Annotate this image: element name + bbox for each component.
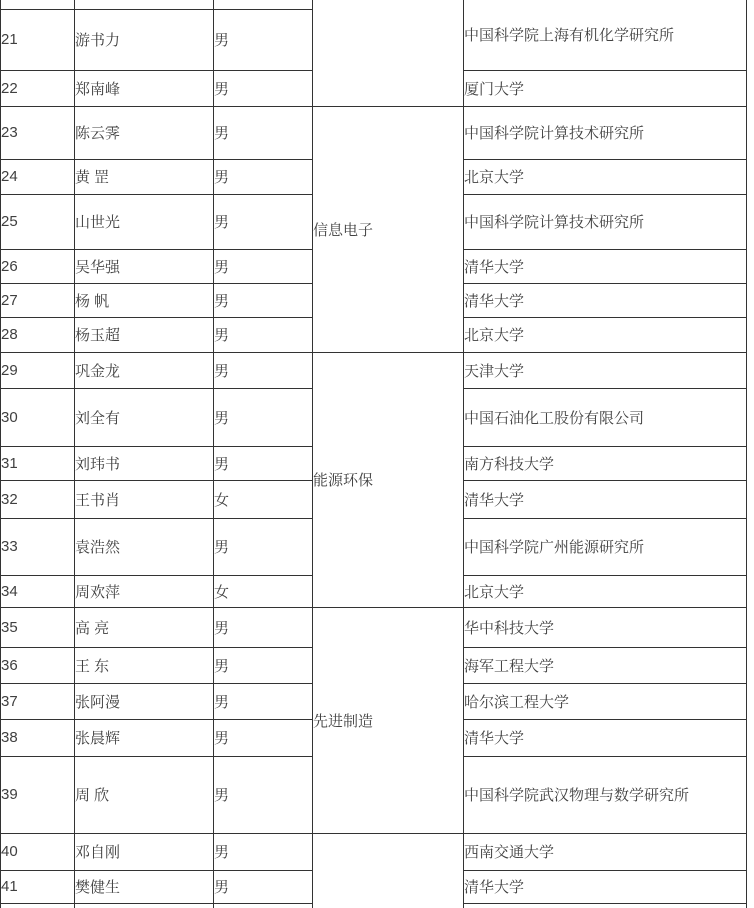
- institution-cell: 南方科技大学: [464, 446, 747, 480]
- institution-cell: 清华大学: [464, 283, 747, 317]
- gender-cell: 男: [214, 870, 313, 903]
- person-name-cell: 王 东: [75, 647, 214, 683]
- gender-cell: [214, 0, 313, 9]
- person-name-cell: 郑南峰: [75, 70, 214, 106]
- gender-cell: 男: [214, 194, 313, 249]
- row-number-cell: 37: [1, 683, 75, 719]
- table-body: [1, 0, 747, 908]
- person-name-cell: 杨玉超: [75, 317, 214, 352]
- person-name-cell: 杨 帆: [75, 283, 214, 317]
- gender-cell: 男: [214, 518, 313, 575]
- institution-cell: 中国科学院上海有机化学研究所: [464, 0, 747, 70]
- person-name-cell: [75, 0, 214, 9]
- institution-cell: 天津大学: [464, 352, 747, 388]
- person-name-cell: 陈云霁: [75, 106, 214, 159]
- row-number-cell: 33: [1, 518, 75, 575]
- institution-cell: 中国科学院计算技术研究所: [464, 106, 747, 159]
- category-cell: [313, 0, 464, 106]
- row-number-cell: [1, 0, 75, 9]
- institution-cell: 清华大学: [464, 480, 747, 518]
- row-number-cell: 23: [1, 106, 75, 159]
- institution-cell: 清华大学: [464, 870, 747, 903]
- person-name-cell: 刘玮书: [75, 446, 214, 480]
- row-number-cell: 27: [1, 283, 75, 317]
- gender-cell: 男: [214, 446, 313, 480]
- category-cell: 信息电子: [313, 106, 464, 352]
- row-number-cell: 38: [1, 719, 75, 756]
- row-number-cell: 39: [1, 756, 75, 833]
- institution-cell: 中国科学院计算技术研究所: [464, 194, 747, 249]
- gender-cell: 男: [214, 9, 313, 70]
- table-row: [1, 607, 747, 647]
- row-number-cell: 22: [1, 70, 75, 106]
- person-name-cell: 邓自刚: [75, 833, 214, 870]
- institution-cell: [464, 903, 747, 908]
- row-number-cell: 41: [1, 870, 75, 903]
- institution-cell: 中国石油化工股份有限公司: [464, 388, 747, 446]
- person-name-cell: 周 欣: [75, 756, 214, 833]
- institution-cell: 北京大学: [464, 159, 747, 194]
- row-number-cell: 28: [1, 317, 75, 352]
- gender-cell: 男: [214, 249, 313, 283]
- category-cell: 先进制造: [313, 607, 464, 833]
- gender-cell: 女: [214, 575, 313, 607]
- person-name-cell: 王书肖: [75, 480, 214, 518]
- gender-cell: 男: [214, 647, 313, 683]
- institution-cell: 西南交通大学: [464, 833, 747, 870]
- row-number-cell: 29: [1, 352, 75, 388]
- table-row: [1, 106, 747, 159]
- person-name-cell: 黄 罡: [75, 159, 214, 194]
- row-number-cell: 35: [1, 607, 75, 647]
- institution-cell: 清华大学: [464, 719, 747, 756]
- gender-cell: 男: [214, 283, 313, 317]
- gender-cell: [214, 903, 313, 908]
- institution-cell: 北京大学: [464, 317, 747, 352]
- gender-cell: 女: [214, 480, 313, 518]
- gender-cell: 男: [214, 352, 313, 388]
- row-number-cell: 21: [1, 9, 75, 70]
- gender-cell: 男: [214, 833, 313, 870]
- category-cell: [313, 833, 464, 908]
- gender-cell: 男: [214, 756, 313, 833]
- row-number-cell: 40: [1, 833, 75, 870]
- row-number-cell: 24: [1, 159, 75, 194]
- person-name-cell: 刘全有: [75, 388, 214, 446]
- gender-cell: 男: [214, 317, 313, 352]
- institution-cell: 北京大学: [464, 575, 747, 607]
- category-cell: 能源环保: [313, 352, 464, 607]
- person-name-cell: 吴华强: [75, 249, 214, 283]
- person-name-cell: 樊健生: [75, 870, 214, 903]
- row-number-cell: 26: [1, 249, 75, 283]
- table-row: [1, 833, 747, 870]
- row-number-cell: 34: [1, 575, 75, 607]
- institution-cell: 清华大学: [464, 249, 747, 283]
- gender-cell: 男: [214, 719, 313, 756]
- row-number-cell: 25: [1, 194, 75, 249]
- row-number-cell: 36: [1, 647, 75, 683]
- clipped-row-top: [1, 0, 747, 9]
- person-name-cell: [75, 903, 214, 908]
- institution-cell: 中国科学院广州能源研究所: [464, 518, 747, 575]
- row-number-cell: [1, 903, 75, 908]
- institution-cell: 海军工程大学: [464, 647, 747, 683]
- gender-cell: 男: [214, 388, 313, 446]
- person-name-cell: 周欢萍: [75, 575, 214, 607]
- gender-cell: 男: [214, 607, 313, 647]
- row-number-cell: 31: [1, 446, 75, 480]
- gender-cell: 男: [214, 70, 313, 106]
- person-name-cell: 游书力: [75, 9, 214, 70]
- gender-cell: 男: [214, 683, 313, 719]
- gender-cell: 男: [214, 159, 313, 194]
- institution-cell: 华中科技大学: [464, 607, 747, 647]
- institution-cell: 中国科学院武汉物理与数学研究所: [464, 756, 747, 833]
- person-name-cell: 袁浩然: [75, 518, 214, 575]
- person-name-cell: 张阿漫: [75, 683, 214, 719]
- person-name-cell: 巩金龙: [75, 352, 214, 388]
- person-name-cell: 高 亮: [75, 607, 214, 647]
- person-name-cell: 山世光: [75, 194, 214, 249]
- institution-cell: 哈尔滨工程大学: [464, 683, 747, 719]
- table-row: [1, 352, 747, 388]
- row-number-cell: 32: [1, 480, 75, 518]
- row-number-cell: 30: [1, 388, 75, 446]
- gender-cell: 男: [214, 106, 313, 159]
- person-name-cell: 张晨辉: [75, 719, 214, 756]
- institution-cell: 厦门大学: [464, 70, 747, 106]
